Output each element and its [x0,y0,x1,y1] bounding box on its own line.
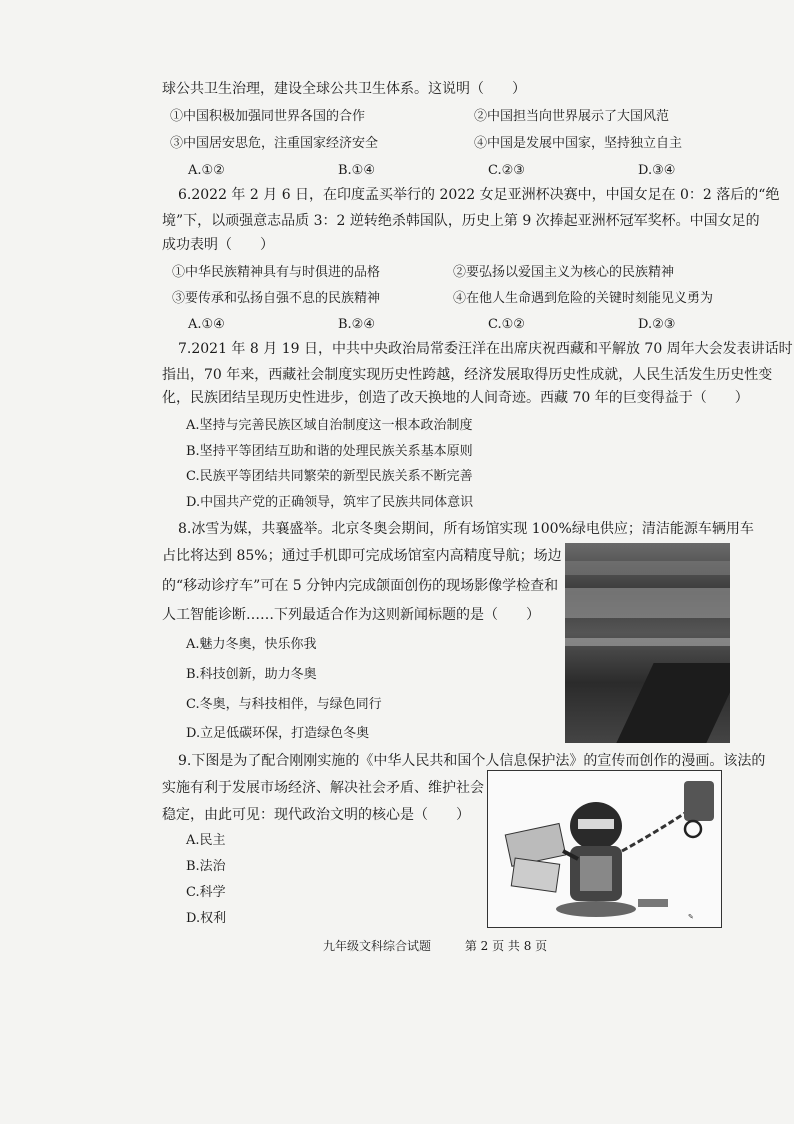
q6-stem-line-1: 6.2022 年 2 月 6 日，在印度孟买举行的 2022 女足亚洲杯决赛中，中国女足在 0：2 落后的“绝 [178,187,780,203]
q6-choice-d: D.②③ [638,317,676,332]
q6-option-1: ①中华民族精神具有与时俱进的品格 [172,265,381,280]
q5-stem: 球公共卫生治理，建设全球公共卫生体系。这说明（ ） [162,81,526,97]
q5-option-2: ②中国担当向世界展示了大国风范 [474,109,670,124]
q8-option-b: B.科技创新，助力冬奥 [186,667,317,682]
q6-choice-b: B.②④ [338,317,375,332]
page-footer [323,937,577,954]
q7-stem-line-2: 指出，70 年来，西藏社会制度实现历史性跨越，经济发展取得历史性成就，人民生活发生历史性变 [162,367,773,383]
q7-option-d: D.中国共产党的正确领导，筑牢了民族共同体意识 [186,495,474,510]
q6-option-4: ④在他人生命遇到危险的关键时刻能见义勇为 [453,291,714,306]
q7-stem-line-3: 化，民族团结呈现历史性进步，创造了改天换地的人间奇迹。西藏 70 年的巨变得益于（ ） [162,390,749,406]
q6-stem-line-3: 成功表明（ ） [162,237,274,253]
footer-page-number: 第 2 页 共 8 页 [464,939,548,953]
q8-stem-line-1: 8.冰雪为媒，共襄盛举。北京冬奥会期间，所有场馆实现 100%绿电供应；清洁能源车辆用车 [178,521,754,537]
q5-option-3: ③中国居安思危，注重国家经济安全 [170,136,379,151]
q8-option-c: C.冬奥，与科技相伴，与绿色同行 [186,697,382,712]
q9-option-a: A.民主 [186,833,226,848]
winter-olympics-photo [565,543,730,743]
q6-stem-line-2: 境”下，以顽强意志品质 3：2 逆转绝杀韩国队，历史上第 9 次捧起亚洲杯冠军奖杯。中国女足的 [162,213,760,229]
q9-stem-line-3: 稳定，由此可见：现代政治文明的核心是（ ） [162,807,470,823]
q9-option-c: C.科学 [186,885,226,900]
svg-text:✎: ✎ [688,913,694,921]
q9-stem-line-2: 实施有利于发展市场经济、解决社会矛盾、维护社会 [162,780,484,796]
q5-choice-b: B.①④ [338,163,375,178]
privacy-law-cartoon [487,770,722,928]
q7-option-a: A.坚持与完善民族区域自治制度这一根本政治制度 [186,418,473,433]
q6-option-3: ③要传承和弘扬自强不息的民族精神 [172,291,381,306]
q9-option-b: B.法治 [186,859,226,874]
q7-stem-line-1: 7.2021 年 8 月 19 日，中共中央政治局常委汪洋在出席庆祝西藏和平解放 70 周年大会发表讲话时 [178,341,793,357]
q6-option-2: ②要弘扬以爱国主义为核心的民族精神 [453,265,675,280]
q5-choice-d: D.③④ [638,163,676,178]
q7-option-c: C.民族平等团结共同繁荣的新型民族关系不断完善 [186,469,473,484]
q8-stem-line-4: 人工智能诊断……下列最适合作为这则新闻标题的是（ ） [162,607,540,623]
q5-choice-c: C.②③ [488,163,525,178]
cartoon-drawing [488,771,720,926]
q9-option-d: D.权利 [186,911,227,926]
q6-choice-c: C.①② [488,317,525,332]
q5-option-1: ①中国积极加强同世界各国的合作 [170,109,366,124]
q8-stem-line-3: 的“移动诊疗车”可在 5 分钟内完成颌面创伤的现场影像学检查和 [162,578,559,594]
q6-choice-a: A.①④ [188,317,225,332]
q7-option-b: B.坚持平等团结互助和谐的处理民族关系基本原则 [186,444,473,459]
q8-option-a: A.魅力冬奥，快乐你我 [186,637,317,652]
q8-stem-line-2: 占比将达到 85%；通过手机即可完成场馆室内高精度导航；场边 [162,548,562,564]
q9-stem-line-1: 9.下图是为了配合刚刚实施的《中华人民共和国个人信息保护法》的宣传而创作的漫画。该法的 [178,753,766,769]
q5-option-4: ④中国是发展中国家，坚持独立自主 [474,136,683,151]
footer-title: 九年级文科综合试题 [323,939,432,953]
q5-choice-a: A.①② [188,163,225,178]
q8-option-d: D.立足低碳环保，打造绿色冬奥 [186,726,370,741]
